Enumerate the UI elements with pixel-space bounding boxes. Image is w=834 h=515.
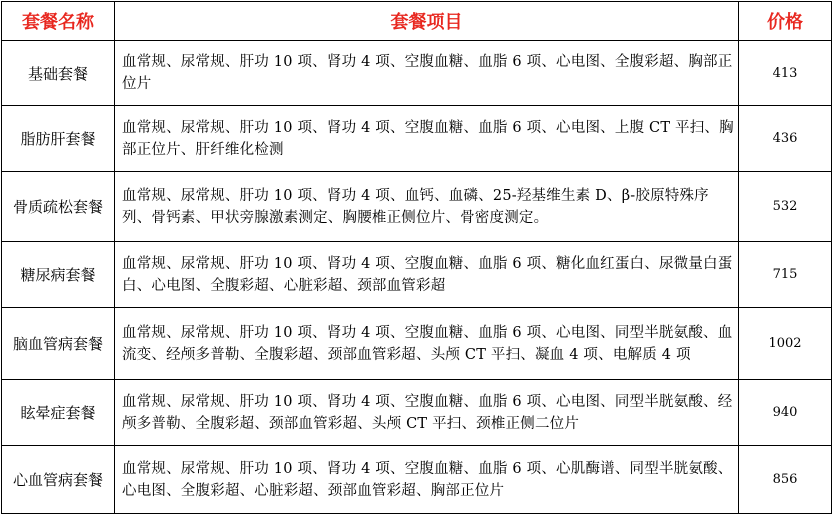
package-price: 1002 (739, 308, 832, 380)
package-price: 413 (739, 41, 832, 106)
table-row (2, 106, 832, 172)
package-price: 436 (739, 106, 832, 172)
package-name: 骨质疏松套餐 (2, 172, 115, 242)
package-items: 血常规、尿常规、肝功 10 项、肾功 4 项、空腹血糖、血脂 6 项、糖化血红蛋白、尿微量白蛋白、心电图、全腹彩超、心脏彩超、颈部血管彩超 (115, 242, 739, 308)
package-items: 血常规、尿常规、肝功 10 项、肾功 4 项、空腹血糖、血脂 6 项、心电图、全腹彩超、胸部正位片 (115, 41, 739, 106)
header-row (2, 2, 832, 41)
table-row (2, 41, 832, 106)
package-name: 基础套餐 (2, 41, 115, 106)
package-items: 血常规、尿常规、肝功 10 项、肾功 4 项、空腹血糖、血脂 6 项、心肌酶谱、同型半胱氨酸、心电图、全腹彩超、心脏彩超、颈部血管彩超、胸部正位片 (115, 446, 739, 514)
package-name: 心血管病套餐 (2, 446, 115, 514)
package-items: 血常规、尿常规、肝功 10 项、肾功 4 项、血钙、血磷、25-羟基维生素 D、β-胶原特殊序列、骨钙素、甲状旁腺激素测定、胸腰椎正侧位片、骨密度测定。 (115, 172, 739, 242)
table-row (2, 380, 832, 446)
header-package-name: 套餐名称 (2, 2, 115, 41)
package-name: 脂肪肝套餐 (2, 106, 115, 172)
package-table (1, 1, 832, 514)
package-price: 532 (739, 172, 832, 242)
package-price: 715 (739, 242, 832, 308)
table-row (2, 172, 832, 242)
package-name: 糖尿病套餐 (2, 242, 115, 308)
package-items: 血常规、尿常规、肝功 10 项、肾功 4 项、空腹血糖、血脂 6 项、心电图、上腹 CT 平扫、胸部正位片、肝纤维化检测 (115, 106, 739, 172)
package-items: 血常规、尿常规、肝功 10 项、肾功 4 项、空腹血糖、血脂 6 项、心电图、同型半胱氨酸、经颅多普勒、全腹彩超、颈部血管彩超、头颅 CT 平扫、颈椎正侧二位片 (115, 380, 739, 446)
table-row (2, 308, 832, 380)
package-name: 眩晕症套餐 (2, 380, 115, 446)
package-items: 血常规、尿常规、肝功 10 项、肾功 4 项、空腹血糖、血脂 6 项、心电图、同型半胱氨酸、血流变、经颅多普勒、全腹彩超、颈部血管彩超、头颅 CT 平扫、凝血 4 项、电解质 4 项 (115, 308, 739, 380)
package-price: 856 (739, 446, 832, 514)
header-price: 价格 (739, 2, 832, 41)
table-row (2, 242, 832, 308)
package-price: 940 (739, 380, 832, 446)
package-name: 脑血管病套餐 (2, 308, 115, 380)
table-row (2, 446, 832, 514)
header-package-items: 套餐项目 (115, 2, 739, 41)
